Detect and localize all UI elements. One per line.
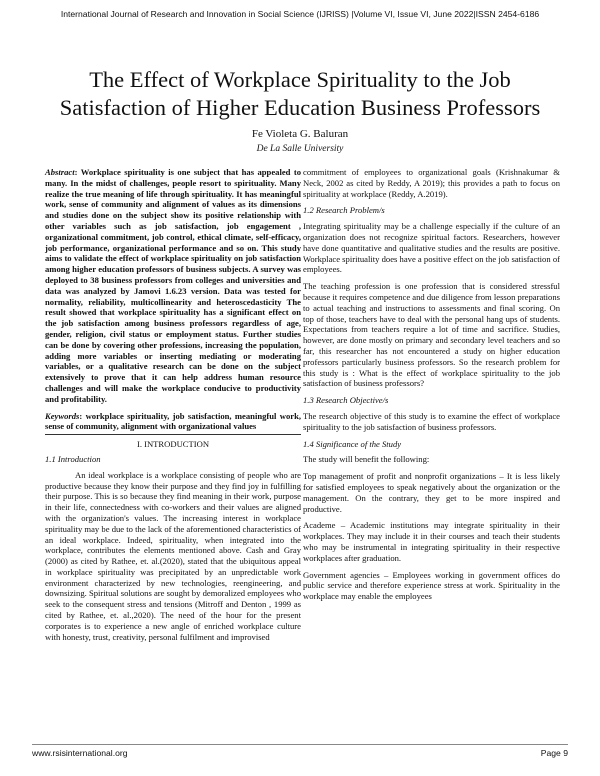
keywords	[45, 411, 301, 436]
body-paragraph: The teaching profession is one profession that is considered stressful because it requires competence and due diligence from lesson preparations to actual teaching and instructions to assessments and final scoring. On top of those, teachers have to deal with the personal hang ups of students. Expectations from teachers require a lot of time and sacrifice. Studies, however, are done mostly on primary and secondary level teachers and so far, this researcher has not encountered a study on higher education professors particularly business professors. So the research problem for this study is : What is the effect of workplace spirituality to the job satisfaction of business professors?	[303, 281, 560, 389]
author-affiliation: De La Salle University	[256, 144, 344, 154]
page-number: Page 9	[540, 748, 568, 758]
running-head: International Journal of Research and Innovation in Social Science (IJRISS) |Volume VI, Issue VI, June 2022|ISSN 2454-6186	[60, 9, 540, 19]
subsection-heading: 1.3 Research Objective/s	[303, 395, 389, 406]
subsection-heading: 1.4 Significance of the Study	[303, 438, 402, 449]
body-paragraph: The study will benefit the following:	[303, 454, 430, 465]
body-paragraph: commitment of employees to organizational goals (Krishnakumar & Neck, 2002 as cited by Reddy, A 2019); this provides a path to focus on spirituality at workplace (Reddy, A.2019).	[303, 167, 560, 199]
subsection-heading: 1.2 Research Problem/s	[303, 205, 385, 216]
left-column	[45, 167, 301, 648]
keywords-separator: :	[79, 410, 86, 421]
body-paragraph: Integrating spirituality may be a challenge especially if the culture of an organization does not recognize spiritual factors. Researchers, however have done quantitative and qualitative studies and the results are positive. Workplace spirituality does have a positive effect on the job satisfaction of employees.	[303, 221, 560, 275]
right-column	[303, 167, 560, 608]
author-name: Fe Violeta G. Baluran	[251, 128, 349, 140]
section-heading-introduction: I. INTRODUCTION	[136, 439, 210, 450]
subsection-heading: 1.1 Introduction	[45, 453, 101, 464]
abstract-text: Workplace spirituality is one subject that has appealed to many. In the midst of challenges, people resort to spirituality. Many realize the true meaning of life through spirituality. It has meaningful work, sense of community and alignment of values as its dimensions and studies done on the subject show its positive relationship with other variables such as job satisfaction, job engagement , organizational commitment, job control, ethical climate, self-efficacy, job performance, organizational performance and so on. This study aims to validate the effect of workplace spirituality on job satisfaction among higher education professors of business subjects. A survey was deployed to 38 business professors from colleges and universities and data was analyzed by Jamovi 1.6.23 version. Data was tested for normality, reliability, multicollinearity and heteroscedasticity The result showed that workplace spirituality has a significant effect on the job satisfaction among business professors regardless of age, gender, religion, civil status or employment status. Further studies can be done by covering other professions, increasing the population, adding more variables or inserting mediating or moderating variables, or a qualitative research can be done on the subject extensively to prove that it can help address human resource challenges and will make the workplace conducive to productivity and profitability.	[45, 167, 301, 404]
body-paragraph: Top management of profit and nonprofit organizations – It is less likely for satisfied employees to speak negatively about the organization or the management. On the contrary, they get to be more inspired and productive.	[303, 471, 560, 514]
body-paragraph: Academe – Academic institutions may integrate spirituality in their workplaces. They may include it in their courses and teach their students who may be instrumental in integrating spirituality in their respective workplaces after graduation.	[303, 520, 560, 563]
body-paragraph: The research objective of this study is to examine the effect of workplace spirituality to the job satisfaction of business professors.	[303, 410, 560, 432]
abstract	[45, 167, 301, 405]
page-footer	[32, 744, 568, 758]
keywords-label: Keywords	[45, 410, 80, 421]
abstract-separator: :	[74, 167, 81, 177]
footer-url[interactable]: www.rsisinternational.org	[32, 748, 128, 758]
body-paragraph: An ideal workplace is a workplace consisting of people who are productive because they know their purpose and they find joy in fulfilling their purpose. This is so because they find meaning in their work, purpose in their life, connectedness with co-workers and their values are aligned with the organization's values. The increasing interest in workplace spirituality may be due to the lack of the aforementioned characteristics of an ideal workplace. Indeed, spirituality, when integrated into the workplace, contributes the elements mentioned above. Cash and Gray (2000) as cited by Rathee, et. al.(2020), stated that the ubiquitous appeal in workplace spirituality was precipitated by an unpredictable work environment characterized by new technologies, reengineering, and downsizing. Spiritual solutions are sought by demoralized employees who seek to the consequent stress and tensions (Mitroff and Denton , 1999 as cited by Rathee, et. al.,2020). The need of the hour for the present corporates is to experience a new angle of enriched workplace culture with honesty, trust, creativity, personal fulfilment and improvised	[45, 469, 301, 642]
abstract-label: Abstract	[45, 167, 75, 177]
body-paragraph: Government agencies – Employees working in government offices do public service and therefore experience stress at work. Spirituality in the workplace may enable the employees	[303, 569, 560, 602]
keywords-text: workplace spirituality, job satisfaction, meaningful work, sense of community, alignment with organizational values	[45, 410, 301, 432]
paper-title: The Effect of Workplace Spirituality to the Job Satisfaction of Higher Education Business Professors	[59, 67, 541, 120]
